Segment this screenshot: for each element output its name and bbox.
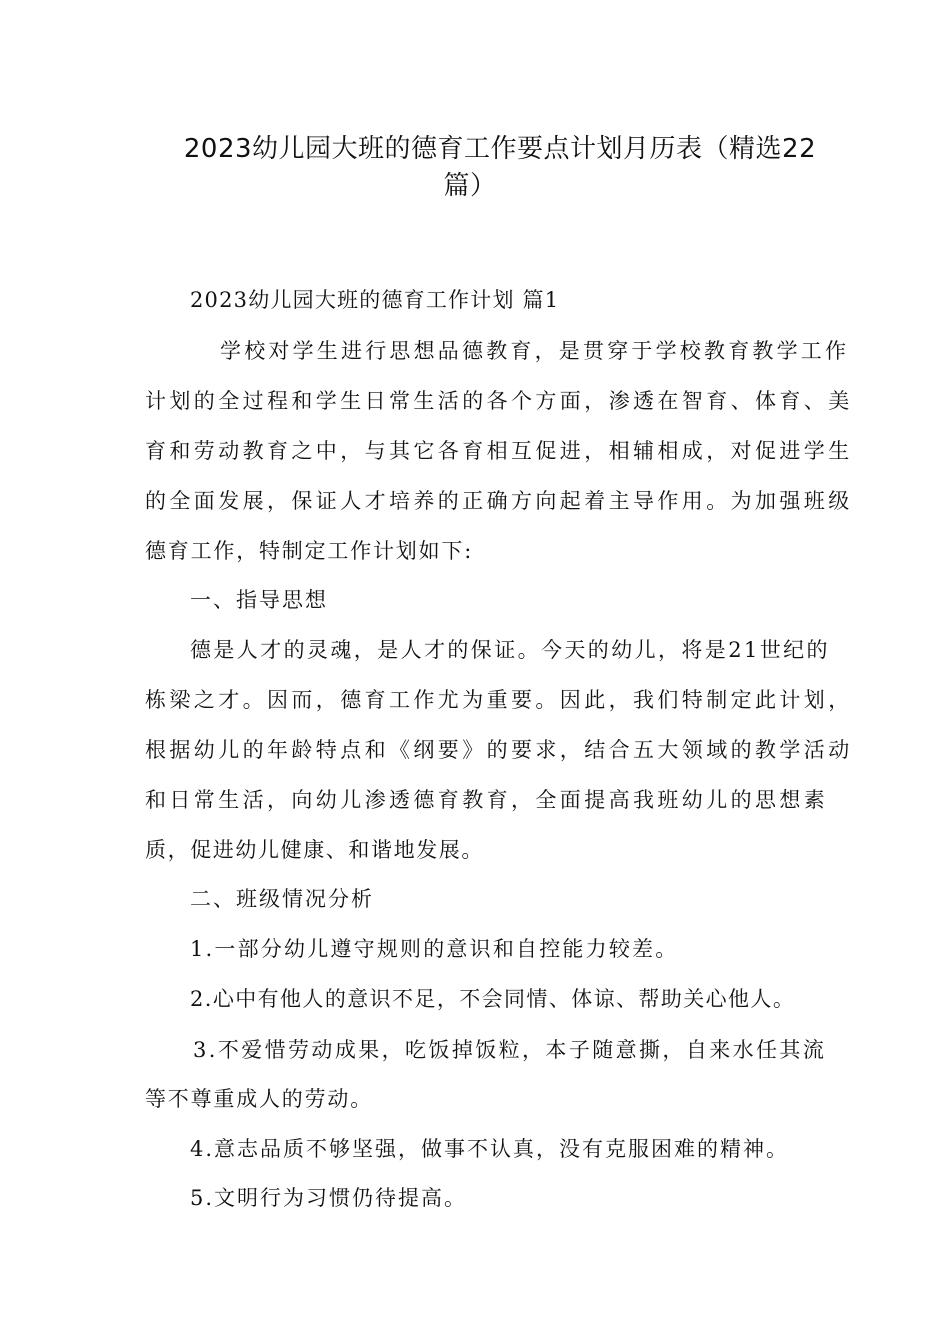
section-heading: 2023幼儿园大班的德育工作计划 篇1 [190,288,560,312]
list-item: 3.不爱惜劳动成果，吃饭掉饭粒，本子随意撕，自来水任其流 [193,1038,827,1062]
list-item: 4.意志品质不够坚强，做事不认真，没有克服困难的精神。 [190,1137,790,1161]
paragraph-2-line-3: 根据幼儿的年龄特点和《纲要》的要求，结合五大领域的教学活动 [145,738,853,762]
paragraph-2-line-1: 德是人才的灵魂，是人才的保证。今天的幼儿，将是21世纪的 [190,638,830,662]
list-item: 1.一部分幼儿遵守规则的意识和自控能力较差。 [190,937,679,961]
paragraph-1-line-1: 学校对学生进行思想品德教育，是贯穿于学校教育教学工作 [220,339,850,363]
heading-class-analysis: 二、班级情况分析 [190,887,374,911]
paragraph-1-line-4: 的全面发展，保证人才培养的正确方向起着主导作用。为加强班级 [145,489,853,513]
paragraph-1-line-5: 德育工作，特制定工作计划如下: [145,539,474,563]
paragraph-1-line-3: 育和劳动教育之中，与其它各育相互促进，相辅相成，对促进学生 [145,439,853,463]
list-item-continuation: 等不尊重成人的劳动。 [145,1087,373,1111]
paragraph-2-line-2: 栋梁之才。因而，德育工作尤为重要。因此，我们特制定此计划， [145,688,853,712]
heading-guiding-ideology: 一、指导思想 [190,588,328,612]
list-item: 2.心中有他人的意识不足，不会同情、体谅、帮助关心他人。 [190,987,796,1011]
paragraph-1-line-2: 计划的全过程和学生日常生活的各个方面，渗透在智育、体育、美 [145,389,853,413]
paragraph-2-line-4: 和日常生活，向幼儿渗透德育教育，全面提高我班幼儿的思想素 [145,788,829,812]
document-title-line-2: 篇） [443,171,497,201]
list-item: 5.文明行为习惯仍待提高。 [190,1186,468,1210]
paragraph-2-line-5: 质，促进幼儿健康、和谐地发展。 [145,838,484,862]
document-title-line-1: 2023幼儿园大班的德育工作要点计划月历表（精选22 [183,134,817,164]
